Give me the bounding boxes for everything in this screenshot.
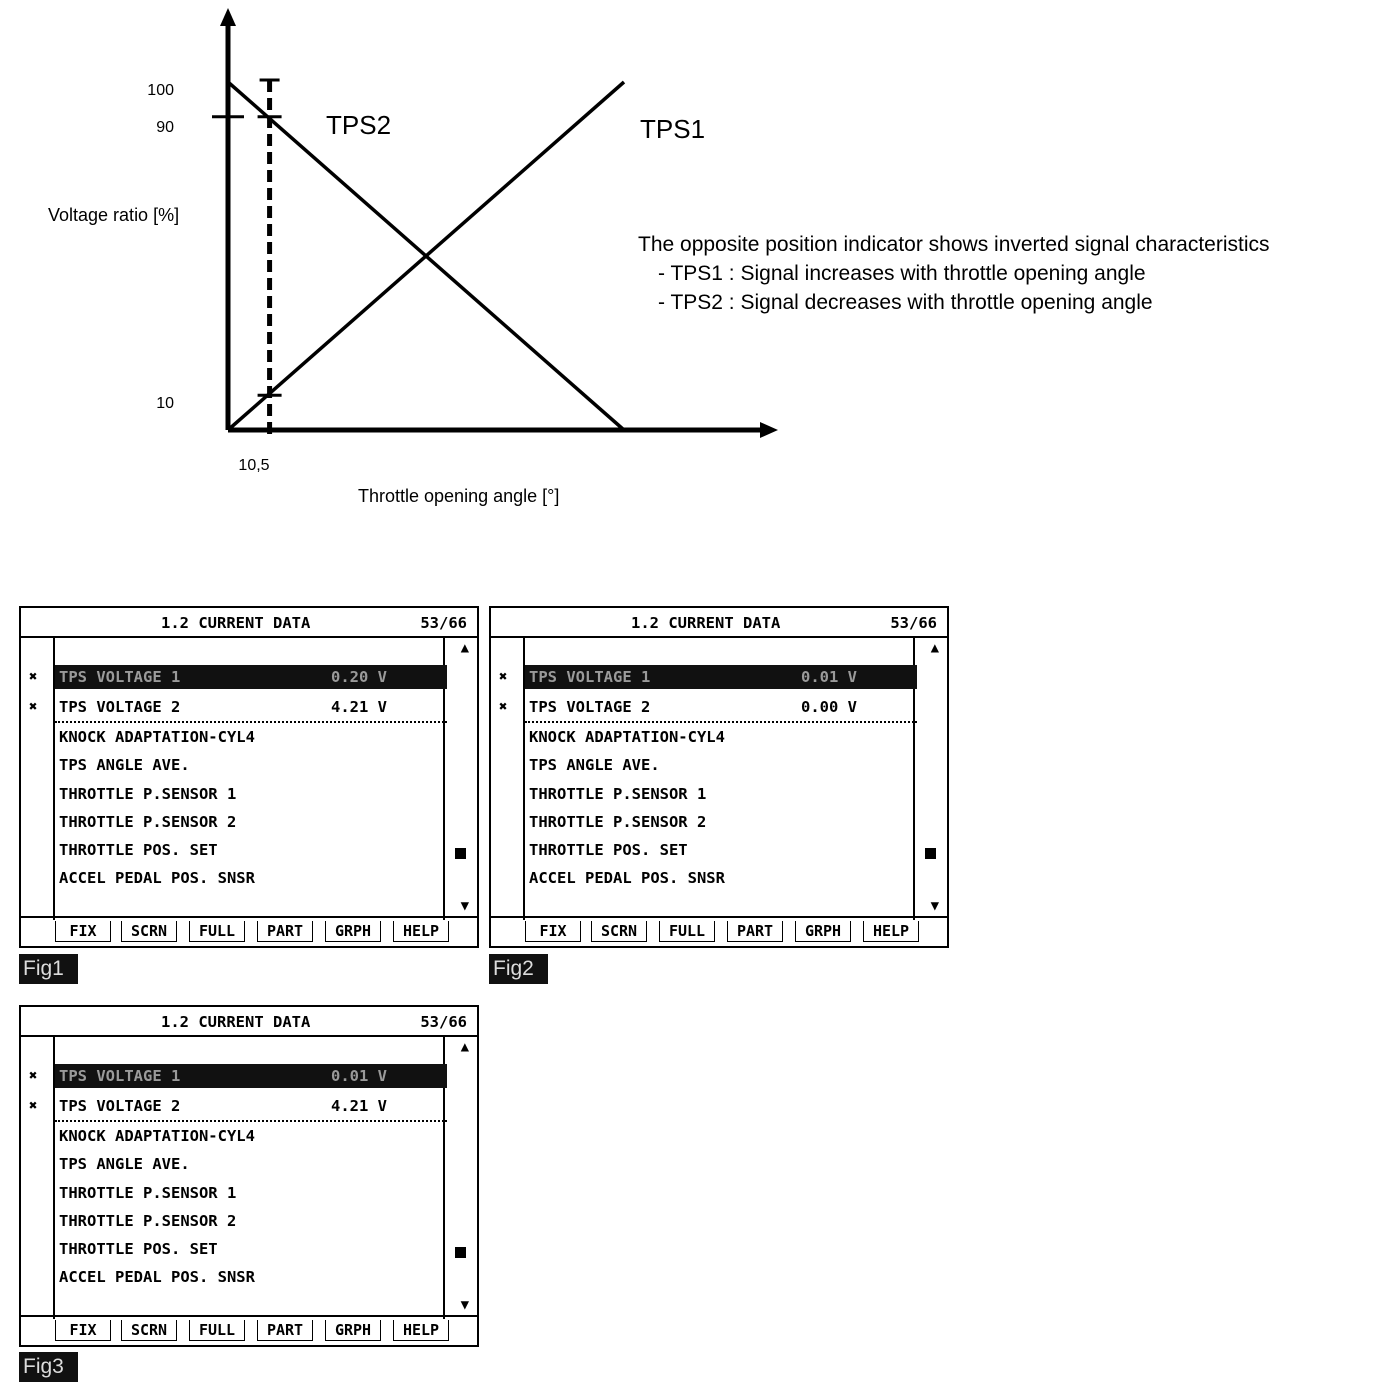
item-value: 0.00 V xyxy=(801,698,857,716)
list-item[interactable] xyxy=(29,1092,447,1122)
item-name: ACCEL PEDAL POS. SNSR xyxy=(59,869,255,888)
list-item[interactable] xyxy=(525,836,917,864)
item-name: THROTTLE P.SENSOR 2 xyxy=(59,1211,237,1230)
item-name: TPS ANGLE AVE. xyxy=(59,1155,190,1174)
data-list xyxy=(499,665,917,892)
fkey-scrn-button[interactable]: SCRN xyxy=(121,921,177,942)
list-item[interactable] xyxy=(55,1150,447,1178)
fixed-marker-icon: ✖ xyxy=(29,699,38,715)
item-name: TPS ANGLE AVE. xyxy=(59,756,190,775)
screen-header xyxy=(21,1007,477,1037)
scroll-up-icon[interactable]: ▲ xyxy=(460,1039,469,1055)
list-item[interactable] xyxy=(55,864,447,892)
fixed-marker-icon: ✖ xyxy=(499,669,508,685)
item-name: ACCEL PEDAL POS. SNSR xyxy=(529,869,725,888)
item-name: KNOCK ADAPTATION-CYL4 xyxy=(529,728,725,747)
figure-label: Fig2 xyxy=(489,954,548,984)
page-counter: 53/66 xyxy=(420,1013,467,1031)
explanation-line-1: The opposite position indicator shows inverted signal characteristics xyxy=(638,233,1270,256)
item-name: TPS VOLTAGE 2 xyxy=(59,698,181,716)
explanation-text xyxy=(638,230,1270,317)
screen-title: 1.2 CURRENT DATA xyxy=(161,1013,311,1031)
data-list xyxy=(29,665,447,892)
scroll-down-icon[interactable]: ▼ xyxy=(460,898,469,914)
list-item[interactable] xyxy=(525,780,917,808)
data-list xyxy=(29,1064,447,1291)
scanner-screen-2 xyxy=(489,606,949,948)
figure-label: Fig3 xyxy=(19,1352,78,1382)
chart-labels xyxy=(48,82,705,506)
list-item[interactable] xyxy=(55,723,447,751)
x-tick-label: 10,5 xyxy=(238,457,270,474)
chart-marker xyxy=(212,80,282,440)
fkey-scrn-button[interactable]: SCRN xyxy=(121,1320,177,1341)
y-axis-label: Voltage ratio [%] xyxy=(48,205,180,225)
y-tick-label-100: 100 xyxy=(147,82,174,99)
item-name: THROTTLE POS. SET xyxy=(59,1239,218,1258)
fkey-fix-button[interactable]: FIX xyxy=(525,921,581,942)
item-value: 0.01 V xyxy=(331,1067,387,1085)
item-name: THROTTLE POS. SET xyxy=(529,840,688,859)
list-item[interactable] xyxy=(55,808,447,836)
scroll-down-icon[interactable]: ▼ xyxy=(460,1297,469,1313)
list-item[interactable] xyxy=(29,1064,447,1088)
list-item[interactable] xyxy=(29,665,447,689)
item-name: KNOCK ADAPTATION-CYL4 xyxy=(59,728,255,747)
screen-title: 1.2 CURRENT DATA xyxy=(631,614,781,632)
scroll-thumb[interactable] xyxy=(925,848,936,859)
screen-header xyxy=(491,608,947,638)
list-item[interactable] xyxy=(499,693,917,723)
function-keys xyxy=(21,916,477,946)
fixed-marker-icon: ✖ xyxy=(499,699,508,715)
scroll-up-icon[interactable]: ▲ xyxy=(460,640,469,656)
item-name: THROTTLE P.SENSOR 1 xyxy=(529,784,707,803)
x-axis-label: Throttle opening angle [°] xyxy=(358,486,560,506)
chart-series xyxy=(228,82,624,430)
list-item[interactable] xyxy=(29,693,447,723)
item-name: KNOCK ADAPTATION-CYL4 xyxy=(59,1127,255,1146)
item-name: THROTTLE POS. SET xyxy=(59,840,218,859)
fkey-full-button[interactable]: FULL xyxy=(189,1320,245,1341)
explanation-line-3: - TPS2 : Signal decreases with throttle opening angle xyxy=(658,291,1153,314)
fkey-scrn-button[interactable]: SCRN xyxy=(591,921,647,942)
fixed-marker-icon: ✖ xyxy=(29,669,38,685)
page-counter: 53/66 xyxy=(890,614,937,632)
item-name: ACCEL PEDAL POS. SNSR xyxy=(59,1268,255,1287)
fkey-fix-button[interactable]: FIX xyxy=(55,921,111,942)
list-item[interactable] xyxy=(499,665,917,689)
fkey-part-button[interactable]: PART xyxy=(257,1320,313,1341)
explanation-line-2: - TPS1 : Signal increases with throttle opening angle xyxy=(658,262,1146,285)
list-item[interactable] xyxy=(525,751,917,779)
scroll-thumb[interactable] xyxy=(455,1247,466,1258)
y-tick-label-90: 90 xyxy=(156,119,174,136)
list-item[interactable] xyxy=(55,1235,447,1263)
list-item[interactable] xyxy=(525,723,917,751)
item-value: 0.01 V xyxy=(801,668,857,686)
fkey-fix-button[interactable]: FIX xyxy=(55,1320,111,1341)
list-item[interactable] xyxy=(55,1207,447,1235)
y-axis-arrow xyxy=(220,8,236,26)
list-item[interactable] xyxy=(55,751,447,779)
x-axis-arrow xyxy=(760,422,778,438)
scroll-down-icon[interactable]: ▼ xyxy=(930,898,939,914)
function-keys xyxy=(21,1315,477,1345)
fkey-help-button[interactable]: HELP xyxy=(393,1320,449,1341)
page-counter: 53/66 xyxy=(420,614,467,632)
item-value: 0.20 V xyxy=(331,668,387,686)
item-name: TPS VOLTAGE 1 xyxy=(59,668,181,686)
series-label-tps2: TPS2 xyxy=(326,110,392,140)
series-label-tps1: TPS1 xyxy=(640,114,706,144)
fkey-help-button[interactable]: HELP xyxy=(863,921,919,942)
fixed-marker-icon: ✖ xyxy=(29,1098,38,1114)
list-item[interactable] xyxy=(55,836,447,864)
fixed-marker-icon: ✖ xyxy=(29,1068,38,1084)
function-keys xyxy=(491,916,947,946)
fkey-full-button[interactable]: FULL xyxy=(659,921,715,942)
chart-axes xyxy=(220,8,778,438)
item-name: TPS VOLTAGE 2 xyxy=(529,698,651,716)
list-item[interactable] xyxy=(55,1122,447,1150)
y-tick-label-10: 10 xyxy=(156,395,174,412)
scroll-thumb[interactable] xyxy=(455,848,466,859)
item-name: TPS VOLTAGE 1 xyxy=(529,668,651,686)
item-name: TPS ANGLE AVE. xyxy=(529,756,660,775)
list-item[interactable] xyxy=(55,780,447,808)
item-name: THROTTLE P.SENSOR 1 xyxy=(59,784,237,803)
list-item[interactable] xyxy=(55,1179,447,1207)
item-name: THROTTLE P.SENSOR 2 xyxy=(529,812,707,831)
fkey-grph-button[interactable]: GRPH xyxy=(325,1320,381,1341)
list-item[interactable] xyxy=(525,808,917,836)
scanner-screen-3 xyxy=(19,1005,479,1347)
fkey-full-button[interactable]: FULL xyxy=(189,921,245,942)
screen-title: 1.2 CURRENT DATA xyxy=(161,614,311,632)
item-value: 4.21 V xyxy=(331,1097,387,1115)
fkey-help-button[interactable]: HELP xyxy=(393,921,449,942)
list-item[interactable] xyxy=(55,1263,447,1291)
item-name: TPS VOLTAGE 2 xyxy=(59,1097,181,1115)
figure-label: Fig1 xyxy=(19,954,78,984)
item-name: THROTTLE P.SENSOR 2 xyxy=(59,812,237,831)
scroll-up-icon[interactable]: ▲ xyxy=(930,640,939,656)
item-name: THROTTLE P.SENSOR 1 xyxy=(59,1183,237,1202)
fkey-part-button[interactable]: PART xyxy=(727,921,783,942)
item-value: 4.21 V xyxy=(331,698,387,716)
screen-header xyxy=(21,608,477,638)
item-name: TPS VOLTAGE 1 xyxy=(59,1067,181,1085)
list-item[interactable] xyxy=(525,864,917,892)
fkey-part-button[interactable]: PART xyxy=(257,921,313,942)
fkey-grph-button[interactable]: GRPH xyxy=(325,921,381,942)
fkey-grph-button[interactable]: GRPH xyxy=(795,921,851,942)
scanner-screen-1 xyxy=(19,606,479,948)
